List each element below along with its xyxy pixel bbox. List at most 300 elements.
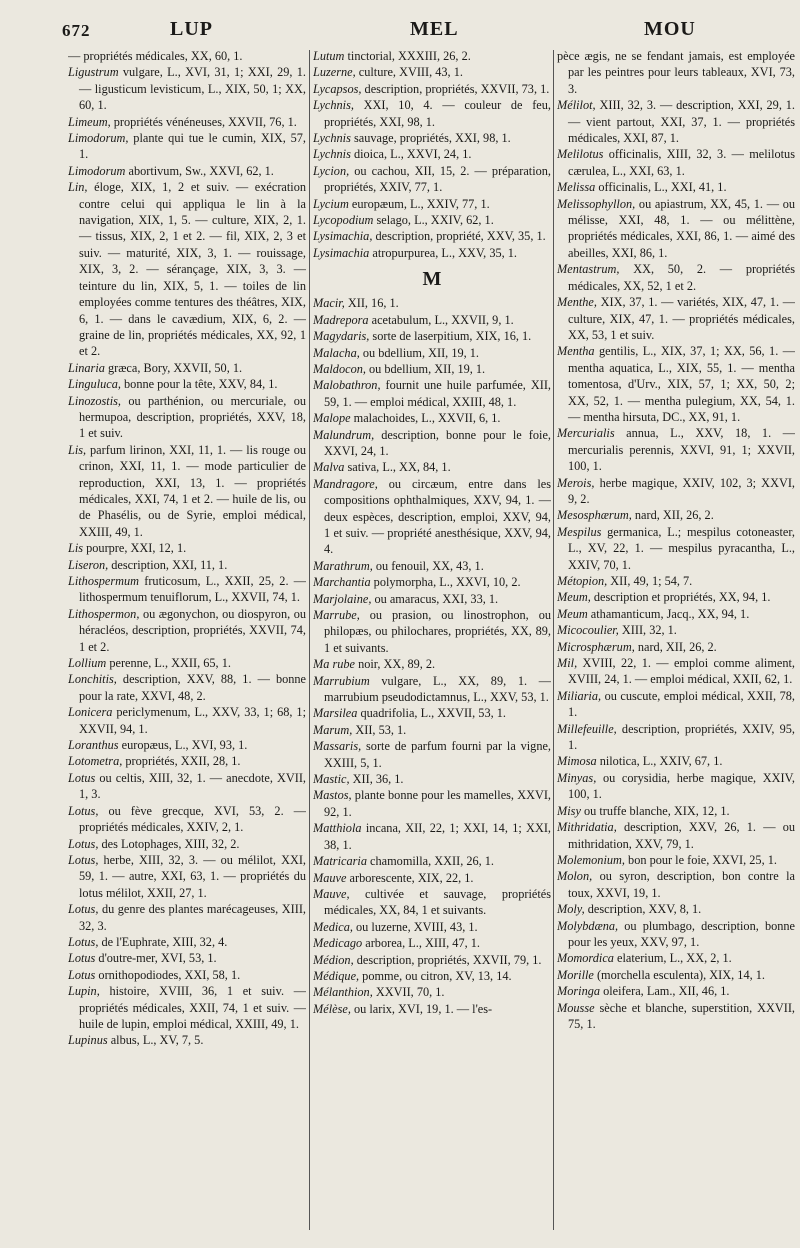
entry-headword: Lis, — [68, 442, 87, 457]
entry-text: description, bonne pour le foie, XXVI, 24, 1. — [324, 427, 551, 458]
entry-text: malachoides, L., XXVII, 6, 1. — [350, 411, 501, 426]
entry-headword: Marchantia — [313, 575, 371, 590]
entry-text: bonne pour la tête, XXV, 84, 1. — [120, 377, 278, 392]
entry-headword: Medicago — [313, 936, 363, 951]
index-entry — [557, 753, 795, 769]
entry-text: XXI, 10, 4. — couleur de feu, propriétés, XXI, 98, 1. — [324, 98, 551, 129]
entry-text: albus, L., XV, 7, 5. — [107, 1033, 204, 1048]
entry-headword: Melissophyllon, — [557, 196, 636, 211]
index-entry — [313, 656, 551, 672]
entry-text: description, XXV, 26, 1. — ou mithridation, XXV, 79, 1. — [568, 820, 795, 851]
column-divider — [309, 50, 310, 1230]
entry-text: bon pour le foie, XXVI, 25, 1. — [624, 852, 777, 867]
entry-headword: Mespilus — [557, 524, 602, 539]
entry-text: polymorpha, L., XXVI, 10, 2. — [370, 575, 521, 590]
entry-text: description, propriétés, XXVII, 73, 1. — [361, 81, 550, 96]
entry-text: ou cuscute, emploi médical, XXII, 78, 1. — [568, 688, 795, 720]
entry-text: germanica, L.; mespilus cotoneaster, L., XV, 22, 1. — mespilus pyracantha, L., XXIV, 70, 1. — [568, 524, 795, 572]
entry-text: plante bonne pour les mamelles, XXVI, 92, 1. — [324, 788, 551, 819]
entry-headword: Mesosphærum, — [557, 508, 632, 523]
entry-headword: Lychnis — [313, 131, 351, 146]
index-entry — [313, 771, 551, 787]
entry-headword: Lotus — [68, 951, 96, 966]
index-entry — [557, 1000, 795, 1033]
index-entry — [313, 1001, 551, 1017]
entry-text: tinctorial, XXXIII, 26, 2. — [344, 49, 471, 63]
entry-text: ou cachou, XII, 15, 2. — préparation, propriétés, XXIV, 77, 1. — [324, 163, 551, 195]
entry-text: chamomilla, XXII, 26, 1. — [366, 854, 495, 869]
index-entry — [313, 328, 551, 344]
index-entry — [68, 48, 306, 64]
index-entry — [557, 507, 795, 523]
index-entry — [68, 442, 306, 540]
entry-headword: Métopion, — [557, 574, 608, 588]
entry-headword: Medica, — [313, 919, 353, 934]
entry-text: atropurpurea, L., XXV, 35, 1. — [369, 245, 517, 260]
index-entry — [68, 983, 306, 1032]
entry-text: XIII, 32, 1. — [618, 623, 677, 638]
index-entry — [313, 558, 551, 574]
entry-headword: Linaria — [68, 360, 105, 375]
entry-headword: Lonicera — [68, 705, 113, 720]
index-entry — [557, 425, 795, 474]
entry-text: ou bdellium, XII, 19, 1. — [365, 361, 486, 376]
index-entry — [313, 312, 551, 328]
index-entry — [68, 934, 306, 950]
index-entry — [557, 622, 795, 638]
entry-text: ou parthénion, ou mercuriale, ou hermupoa, description, propriétés, XXV, 18, 1 et suiv. — [79, 393, 306, 441]
index-entry — [313, 459, 551, 475]
entry-headword: Lycopodium — [313, 213, 374, 228]
index-entry — [313, 146, 551, 162]
entry-headword: Lithospermon, — [68, 606, 140, 621]
entry-headword: Lychnis — [313, 147, 351, 162]
index-entry — [557, 97, 795, 146]
entry-headword: Menthe, — [557, 295, 597, 310]
entry-text: ou fenouil, XX, 43, 1. — [372, 558, 484, 573]
entry-headword: Maldocon, — [313, 361, 366, 376]
index-entry — [313, 886, 551, 919]
entry-headword: Lotus, — [68, 852, 99, 867]
index-entry — [557, 294, 795, 343]
index-entry — [313, 212, 551, 228]
entry-text: sorte de parfum fourni par la vigne, XXIII, 5, 1. — [324, 739, 551, 770]
entry-text: description et propriétés, XX, 94, 1. — [590, 590, 771, 605]
entry-text: noir, XX, 89, 2. — [355, 657, 436, 672]
entry-headword: Millefeuille, — [557, 721, 617, 736]
entry-headword: Molon, — [557, 869, 593, 884]
index-entry — [313, 705, 551, 721]
entry-headword: Marsilea — [313, 706, 358, 721]
entry-text: nilotica, L., XXIV, 67, 1. — [596, 754, 723, 769]
entry-text: dioica, L., XXVI, 24, 1. — [350, 147, 472, 162]
entry-text: XIII, 32, 3. — description, XXI, 29, 1. — vient partout, XXI, 37, 1. — propriétés médicales, XXI, 87, 1. — [568, 98, 795, 146]
entry-headword: Malva — [313, 460, 345, 475]
index-entry — [313, 984, 551, 1000]
index-entry — [313, 196, 551, 212]
entry-text: — propriétés médicales, XX, 60, 1. — [68, 49, 243, 63]
entry-headword: Luzerne, — [313, 65, 356, 80]
entry-headword: Lycium — [313, 196, 349, 211]
entry-text: description, propriété, XXV, 35, 1. — [372, 229, 546, 244]
entry-headword: Melilotus — [557, 147, 604, 162]
index-entry — [313, 738, 551, 771]
index-entry — [68, 606, 306, 655]
header-left-word: LUP — [170, 18, 213, 40]
entry-headword: Moringa — [557, 984, 601, 999]
entry-text: officinalis, L., XXI, 41, 1. — [595, 180, 727, 195]
index-entry — [68, 770, 306, 803]
index-entry — [557, 261, 795, 294]
entry-headword: Mentastrum, — [557, 262, 620, 277]
entry-headword: Lis — [68, 541, 84, 556]
entry-headword: Moly, — [557, 902, 585, 917]
entry-headword: Limeum, — [68, 114, 111, 129]
index-entry — [557, 983, 795, 999]
entry-headword: Meum, — [557, 590, 591, 605]
index-entry — [557, 819, 795, 852]
entry-headword: Mentha — [557, 344, 595, 359]
index-entry — [68, 704, 306, 737]
index-entry — [557, 770, 795, 803]
entry-headword: Mastos, — [313, 788, 352, 803]
entry-text: periclymenum, L., XXV, 33, 1; 68, 1; XXVII, 94, 1. — [79, 705, 306, 736]
entry-headword: Marrube, — [313, 608, 360, 622]
entry-headword: Momordica — [557, 951, 614, 966]
entry-text: ou luzerne, XVIII, 43, 1. — [352, 919, 478, 934]
entry-text: de l'Euphrate, XIII, 32, 4. — [98, 934, 228, 949]
index-entry — [313, 919, 551, 935]
entry-headword: Lycapsos, — [313, 81, 362, 96]
entry-text: plante qui tue le cumin, XIX, 57, 1. — [79, 131, 306, 162]
entry-headword: Malope — [313, 411, 351, 426]
entry-text: propriétés, XXII, 28, 1. — [122, 754, 241, 769]
entry-headword: Mimosa — [557, 754, 597, 769]
index-column-1 — [68, 48, 306, 1238]
index-entry — [313, 48, 551, 64]
entry-headword: Marum, — [313, 722, 353, 737]
index-entry — [313, 64, 551, 80]
index-entry — [313, 787, 551, 820]
entry-text: ou plumbago, description, bonne pour les yeux, XXV, 97, 1. — [568, 918, 795, 949]
entry-text: description, XXV, 8, 1. — [584, 902, 702, 917]
entry-headword: Lotus, — [68, 836, 99, 851]
header-center-word: MEL — [410, 18, 459, 40]
entry-headword: Marathrum, — [313, 558, 373, 573]
entry-headword: Ligustrum — [68, 65, 119, 80]
index-entry — [68, 114, 306, 130]
entry-text: annua, L., XXV, 18, 1. — mercurialis perennis, XXVI, 91, 1; XXVII, 100, 1. — [568, 426, 795, 474]
entry-headword: Macir, — [313, 296, 345, 311]
entry-text: ou larix, XVI, 19, 1. — l'es- — [350, 1001, 493, 1016]
entry-headword: Miliaria, — [557, 688, 602, 703]
entry-headword: Lotometra, — [68, 754, 123, 769]
entry-headword: Limodorum, — [68, 131, 129, 146]
index-entry — [557, 343, 795, 425]
index-entry — [313, 295, 551, 311]
entry-text: ou circæum, entre dans les compositions ophthalmiques, XXV, 94, 1. — deux espèces, description, emploi, XXV, 94, 1 et suiv. — propriété anesthésique, XXV, 94, 4. — [324, 476, 551, 557]
header-right-word: MOU — [644, 18, 696, 40]
index-entry — [68, 130, 306, 163]
entry-headword: Malundrum, — [313, 427, 375, 442]
entry-text: nard, XII, 26, 2. — [634, 639, 717, 654]
entry-text: culture, XVIII, 43, 1. — [355, 65, 463, 80]
index-entry — [557, 524, 795, 573]
entry-text: ou prasion, ou linostrophon, ou philopæs, ou philochares, propriétés, XX, 89, 1 et suivants. — [324, 608, 551, 655]
entry-headword: Madrepora — [313, 312, 369, 327]
index-entry — [313, 870, 551, 886]
entry-text: pomme, ou citron, XV, 13, 14. — [359, 968, 512, 983]
entry-headword: Lysimachia — [313, 245, 370, 260]
entry-text: ou fève grecque, XVI, 53, 2. — propriétés médicales, XXIV, 2, 1. — [79, 803, 306, 835]
entry-headword: Médique, — [313, 968, 360, 983]
index-entry — [68, 163, 306, 179]
entry-text: ou celtis, XIII, 32, 1. — anecdote, XVII, 1, 3. — [79, 770, 306, 802]
entry-text: ornithopodiodes, XXI, 58, 1. — [95, 967, 241, 982]
index-entry — [68, 950, 306, 966]
entry-text: ou syron, description, bon contre la toux, XXVI, 19, 1. — [568, 869, 795, 900]
entry-text: fournit une huile parfumée, XII, 59, 1. — emploi médical, XXIII, 48, 1. — [324, 378, 551, 409]
entry-headword: Ma rube — [313, 657, 356, 672]
entry-text: parfum lirinon, XXI, 11, 1. — lis rouge ou crinon, XXI, 11, 1. — mode particulier de reproduction, XXI, 13, 1. — propriétés médicales, XXI, 74, 1 et 2. — huile de lis, ou de Phasélis, ou de Syrie, emploi médical, XXIII, 49, 1. — [79, 442, 306, 539]
index-entry — [68, 836, 306, 852]
entry-headword: Lin, — [68, 180, 88, 195]
entry-headword: Microsphærum, — [557, 639, 635, 654]
index-entry — [313, 377, 551, 410]
entry-text: arborescente, XIX, 22, 1. — [346, 870, 474, 885]
index-entry — [557, 918, 795, 951]
entry-text: perenne, L., XXII, 65, 1. — [106, 656, 231, 671]
entry-text: description, propriétés, XXIV, 95, 1. — [568, 721, 795, 753]
entry-text: nard, XII, 26, 2. — [631, 508, 714, 523]
entry-text: ou corysidia, herbe magique, XXIV, 100, 1. — [568, 770, 795, 802]
entry-text: des Lotophages, XIII, 32, 2. — [98, 836, 240, 851]
index-entry — [557, 589, 795, 605]
index-entry — [557, 868, 795, 901]
index-entry — [68, 557, 306, 573]
entry-text: description, XXV, 88, 1. — bonne pour la rate, XXVI, 48, 2. — [79, 672, 306, 703]
entry-headword: Mauve — [313, 870, 347, 885]
entry-headword: Massaris, — [313, 739, 362, 754]
entry-headword: Mastic, — [313, 772, 350, 787]
entry-text: XXVII, 70, 1. — [372, 985, 445, 1000]
entry-headword: Morille — [557, 967, 594, 982]
entry-headword: Lupin, — [68, 984, 100, 999]
index-entry — [313, 591, 551, 607]
running-header — [0, 14, 800, 48]
index-entry — [68, 753, 306, 769]
index-entry — [313, 81, 551, 97]
index-entry — [313, 952, 551, 968]
entry-text: XX, 50, 2. — propriétés médicales, XX, 52, 1 et 2. — [568, 262, 795, 293]
entry-headword: Lychnis, — [313, 98, 354, 113]
entry-text: ou ægonychon, ou diospyron, ou héracléos, description, propriétés, XXVII, 74, 1 et 2. — [79, 606, 306, 654]
index-entry — [313, 607, 551, 656]
entry-headword: Linozostis, — [68, 393, 121, 408]
index-entry — [313, 427, 551, 460]
entry-text: histoire, XVIII, 36, 1 et suiv. — propriétés médicales, XXII, 74, 1 et suiv. — huile de lupin, emploi médical, XXIII, 49, 1. — [79, 984, 306, 1031]
entry-text: sativa, L., XX, 84, 1. — [344, 460, 451, 475]
entry-text: oleifera, Lam., XII, 46, 1. — [600, 984, 730, 999]
entry-headword: Meum — [557, 606, 588, 621]
index-entry — [68, 852, 306, 901]
entry-headword: Matthiola — [313, 821, 362, 836]
entry-headword: Minyas, — [557, 770, 597, 785]
entry-text: XVIII, 22, 1. — emploi comme aliment, XVIII, 24, 1. — emploi médical, XXII, 62, 1. — [568, 656, 795, 687]
entry-headword: Mercurialis — [557, 426, 615, 441]
entry-text: XIX, 37, 1. — variétés, XIX, 47, 1. — culture, XIX, 47, 1. — propriétés médicales, XX, 53, 1 et suiv. — [568, 295, 795, 342]
index-entry — [68, 64, 306, 113]
index-entry — [313, 673, 551, 706]
entry-text: ou apiastrum, XX, 45, 1. — ou mélisse, XXI, 48, 1. — ou mélittène, propriétés médicales, XXI, 86, 1. — aimé des abeilles, XXI, 86, 1. — [568, 196, 795, 260]
entry-headword: Liseron, — [68, 557, 109, 572]
index-entry — [313, 410, 551, 426]
index-entry — [68, 901, 306, 934]
entry-headword: Malobathron, — [313, 378, 381, 393]
entry-text: athamanticum, Jacq., XX, 94, 1. — [587, 606, 750, 621]
index-entry — [557, 146, 795, 179]
entry-text: vulgare, L., XX, 89, 1. — marrubium pseudodictamnus, L., XXV, 53, 1. — [324, 673, 551, 705]
entry-headword: Lollium — [68, 656, 107, 671]
index-entry — [313, 820, 551, 853]
index-entry — [313, 345, 551, 361]
entry-headword: Malacha, — [313, 345, 360, 360]
entry-text: incana, XII, 22, 1; XXI, 14, 1; XXI, 38, 1. — [324, 821, 551, 852]
entry-text: officinalis, XIII, 32, 3. — melilotus cærulea, L., XXI, 63, 1. — [568, 147, 795, 178]
entry-headword: Misy — [557, 803, 581, 818]
index-entry — [557, 852, 795, 868]
index-entry — [313, 361, 551, 377]
entry-text: ou truffe blanche, XIX, 12, 1. — [580, 803, 730, 818]
index-column-2 — [313, 48, 551, 1238]
entry-text: XII, 36, 1. — [349, 772, 404, 787]
entry-headword: Lutum — [313, 49, 345, 63]
index-entry — [557, 655, 795, 688]
index-entry — [68, 655, 306, 671]
index-entry — [557, 803, 795, 819]
entry-headword: Loranthus — [68, 738, 119, 753]
entry-text: quadrifolia, L., XXVII, 53, 1. — [357, 706, 506, 721]
entry-text: selago, L., XXIV, 62, 1. — [373, 213, 494, 228]
index-entry — [313, 968, 551, 984]
index-entry — [313, 935, 551, 951]
index-entry — [557, 196, 795, 262]
entry-headword: Marrubium — [313, 673, 370, 688]
entry-headword: Limodorum — [68, 163, 126, 178]
entry-headword: Mauve, — [313, 886, 350, 901]
index-entry — [313, 245, 551, 261]
section-letter: M — [422, 268, 442, 291]
entry-text: description, XXI, 11, 1. — [108, 557, 228, 572]
entry-headword: Magydaris, — [313, 329, 370, 344]
entry-headword: Micocoulier, — [557, 623, 619, 638]
entry-headword: Mélèse, — [313, 1001, 351, 1016]
entry-text: description, propriétés, XXVII, 79, 1. — [353, 952, 542, 967]
entry-headword: Marjolaine, — [313, 591, 372, 606]
index-entry — [68, 1032, 306, 1048]
index-entry — [557, 573, 795, 589]
index-column-3 — [557, 48, 795, 1238]
entry-text: ou bdellium, XII, 19, 1. — [359, 345, 479, 360]
index-entry — [313, 163, 551, 196]
index-entry — [68, 393, 306, 442]
entry-text: d'outre-mer, XVI, 53, 1. — [95, 951, 217, 966]
entry-text: græca, Bory, XXVII, 50, 1. — [104, 360, 243, 375]
entry-text: gentilis, L., XIX, 37, 1; XX, 56, 1. — mentha aquatica, L., XIX, 55, 1. — mentha tomentosa, d'Urv., XIX, 57, 1; XX, 50, 2; XX, 52, 1. — mentha pulegium, XX, 54, 1. — mentha hirsuta, DC., XX, 91, 1. — [568, 344, 795, 424]
page-number: 672 — [62, 21, 91, 40]
entry-headword: Lonchitis, — [68, 672, 117, 687]
entry-text: sèche et blanche, superstition, XXVII, 75, 1. — [568, 1000, 795, 1031]
entry-headword: Molemonium, — [557, 852, 625, 867]
entry-text: herbe magique, XXIV, 102, 3; XXVI, 9, 2. — [568, 475, 795, 506]
entry-text: XII, 49, 1; 54, 7. — [607, 574, 693, 588]
entry-headword: Mandragore, — [313, 476, 378, 491]
index-entry — [557, 606, 795, 622]
entry-headword: Lotus — [68, 967, 96, 982]
entry-text: acetabulum, L., XXVII, 9, 1. — [368, 312, 514, 327]
entry-headword: Merois, — [557, 475, 595, 490]
entry-text: europæum, L., XXIV, 77, 1. — [348, 196, 490, 211]
entry-headword: Mil, — [557, 656, 578, 671]
entry-text: elaterium, L., XX, 2, 1. — [613, 951, 732, 966]
entry-headword: Mithridatia, — [557, 820, 617, 835]
entry-text: pourpre, XXI, 12, 1. — [83, 541, 187, 556]
index-entry — [68, 360, 306, 376]
entry-text: ou amaracus, XXI, 33, 1. — [371, 591, 499, 606]
entry-headword: Lithospermum — [68, 574, 140, 588]
entry-headword: Lotus, — [68, 803, 99, 818]
index-entry — [313, 574, 551, 590]
index-entry — [557, 179, 795, 195]
index-entry — [68, 573, 306, 606]
entry-text: cultivée et sauvage, propriétés médicales, XX, 84, 1 et suivants. — [324, 886, 551, 918]
entry-text: herbe, XIII, 32, 3. — ou mélilot, XXI, 59, 1. — autre, XXI, 63, 1. — propriétés du lotus mélilot, XXII, 27, 1. — [79, 852, 306, 900]
entry-text: arborea, L., XIII, 47, 1. — [362, 936, 480, 951]
index-entry — [557, 639, 795, 655]
entry-headword: Lycion, — [313, 163, 350, 178]
index-entry — [313, 97, 551, 130]
entry-text: du genre des plantes marécageuses, XIII, 32, 3. — [79, 902, 306, 933]
index-entry — [557, 475, 795, 508]
entry-text: sorte de laserpitium, XIX, 16, 1. — [369, 329, 532, 344]
index-entry — [557, 48, 795, 97]
entry-headword: Lupinus — [68, 1033, 108, 1048]
entry-text: vulgare, L., XVI, 31, 1; XXI, 29, 1.— ligusticum levisticum, L., XIX, 50, 1; XX, 60, 1. — [79, 65, 306, 113]
index-entry — [68, 671, 306, 704]
entry-headword: Matricaria — [313, 854, 367, 869]
entry-headword: Médion, — [313, 952, 354, 967]
index-entry — [68, 540, 306, 556]
entry-text: XII, 53, 1. — [352, 722, 407, 737]
entry-text: fruticosum, L., XXII, 25, 2. — lithospermum tenuiflorum, L., XXVII, 74, 1. — [79, 574, 306, 605]
index-entry — [313, 853, 551, 869]
entry-headword: Mélanthion, — [313, 985, 373, 1000]
index-entry — [68, 737, 306, 753]
column-divider — [553, 50, 554, 1230]
entry-headword: Melissa — [557, 180, 596, 195]
index-entry — [68, 803, 306, 836]
entry-text: propriétés vénéneuses, XXVII, 76, 1. — [110, 114, 297, 129]
entry-headword: Lotus, — [68, 902, 99, 917]
entry-text: sauvage, propriétés, XXI, 98, 1. — [350, 131, 511, 146]
entry-text: pèce ægis, ne se fendant jamais, est employée par les peintres pour leurs tableaux, XVI, 73, 3. — [557, 49, 795, 96]
entry-headword: Lotus — [68, 770, 96, 785]
entry-headword: Mousse — [557, 1000, 595, 1015]
entry-headword: Linguluca, — [68, 377, 121, 392]
entry-text: éloge, XIX, 1, 2 et suiv. — exécration contre celui qui appliqua le lin à la navigation, XIX, 1, 5. — culture, XIX, 2, 1. — tissus, XIX, 2, 1 et 2. — fil, XIX, 2, 3 et suiv. — maturité, XIX, 3, 1. — rouissage, XIX, 3, 2. — sérançage, XIX, 3, 3. — teinture du lin, XIX, 5, 1. — toiles de lin employées comme tentures des théâtres, XIX, 6, 1. — dans le cavædium, XIX, 6, 2. — graine de lin, propriétés médicales, XX, 92, 1 et 2. — [79, 180, 306, 359]
index-entry — [68, 967, 306, 983]
entry-headword: Molybdæna, — [557, 918, 619, 933]
